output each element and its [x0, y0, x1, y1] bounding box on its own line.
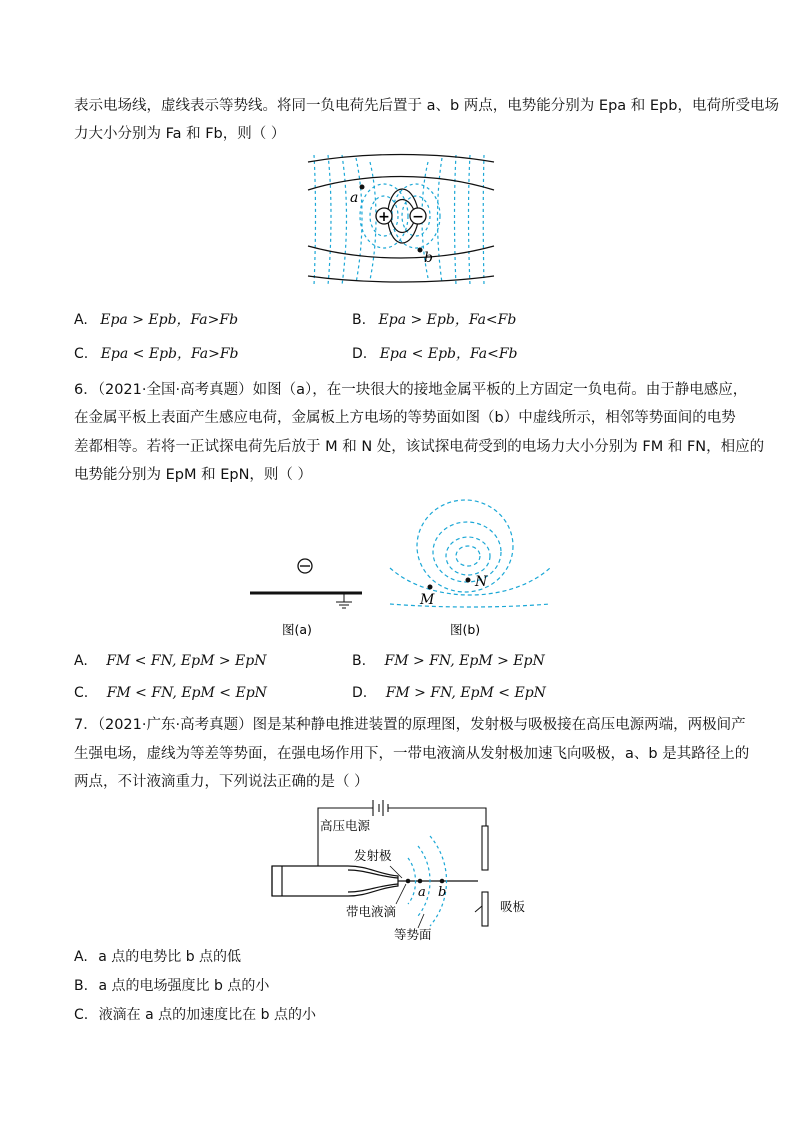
q6-grounded-plate-figure — [240, 496, 570, 644]
power-supply-label: 高压电源 — [320, 818, 371, 833]
point-b-label: b — [438, 885, 447, 900]
circuit — [318, 800, 486, 866]
q5-line-2: 力大小分别为 Fa 和 Fb，则（ ） — [74, 126, 286, 142]
fig-b-caption: 图(b) — [450, 622, 481, 637]
point-m — [428, 585, 433, 590]
q6-option-b[interactable] — [352, 652, 545, 670]
equipotential-lines — [314, 155, 484, 285]
option-text: a 点的电场强度比 b 点的小 — [98, 978, 270, 994]
option-key: A. — [74, 653, 88, 669]
option-text: a 点的电势比 b 点的低 — [98, 949, 242, 965]
q7-line-2: 生强电场，虚线为等差等势面，在强电场作用下，一带电液滴从发射极加速飞向吸极，a、b 是其路径上的 — [74, 746, 750, 762]
option-expr: FM > FN, EpM > EpN — [384, 653, 545, 669]
equipotential-label: 等势面 — [394, 927, 432, 942]
option-key: A. — [74, 312, 88, 328]
q5-line-1: 表示电场线，虚线表示等势线。将同一负电荷先后置于 a、b 两点，电势能分别为 Epa 和 Epb，电荷所受电场 — [74, 98, 779, 114]
absorber-upper — [482, 826, 488, 870]
point-m-label: M — [420, 592, 435, 608]
field-lines — [308, 155, 494, 283]
point-n — [466, 578, 471, 583]
absorber-label: 吸板 — [500, 899, 526, 914]
q7-option-b[interactable] — [74, 977, 269, 995]
option-key: B. — [352, 312, 367, 328]
q6-line-3: 差都相等。若将一正试探电荷先后放于 M 和 N 处，该试探电荷受到的电场力大小分别为 FM 和 FN，相应的 — [74, 439, 765, 455]
point-b-label: b — [424, 250, 433, 266]
point-a — [418, 879, 423, 884]
q7-line-1: 7．（2021·广东·高考真题）图是某种静电推进装置的原理图，发射极与吸极接在高压电源两端，两极间产 — [74, 717, 746, 733]
point-n-label: N — [475, 574, 488, 590]
q7-option-c[interactable] — [74, 1006, 316, 1024]
equipotential-surfaces — [390, 500, 550, 607]
q7-line-3: 两点，不计液滴重力，下列说法正确的是（ ） — [74, 774, 369, 790]
q6-option-c[interactable] — [74, 684, 267, 702]
point-a-label: a — [418, 885, 426, 900]
option-expr: Epa > Epb，Fa>Fb — [100, 312, 239, 328]
emitter-label: 发射极 — [354, 848, 392, 863]
q7-option-a[interactable] — [74, 948, 241, 966]
q5-option-c[interactable] — [74, 345, 239, 363]
q5-option-b[interactable] — [352, 311, 516, 329]
point-b — [440, 879, 445, 884]
option-key: C. — [74, 685, 89, 701]
point-b — [418, 248, 423, 253]
option-expr: FM < FN, EpM > EpN — [106, 653, 267, 669]
q6-line-1: 6．（2021·全国·高考真题）如图（a），在一块很大的接地金属平板的上方固定一负电荷。由于静电感应， — [74, 382, 748, 398]
option-text: 液滴在 a 点的加速度比在 b 点的小 — [98, 1007, 316, 1023]
fig-a-caption: 图(a) — [282, 622, 312, 637]
option-key: B. — [352, 653, 367, 669]
option-expr: FM > FN, EpM < EpN — [385, 685, 546, 701]
option-key: C. — [74, 346, 89, 362]
option-expr: FM < FN, EpM < EpN — [106, 685, 267, 701]
q6-option-d[interactable] — [352, 684, 546, 702]
minus-sign: − — [412, 209, 424, 225]
option-key: C. — [74, 1007, 89, 1023]
q6-line-2: 在金属平板上表面产生感应电荷，金属板上方电场的等势面如图（b）中虚线所示，相邻等势面间的电势 — [74, 410, 736, 426]
point-a-label: a — [350, 190, 359, 206]
option-expr: Epa > Epb，Fa<Fb — [378, 312, 517, 328]
q6-line-4: 电势能分别为 EpM 和 EpN，则（ ） — [74, 467, 313, 483]
absorber-lower — [482, 892, 488, 926]
q7-electrostatic-thruster-figure — [268, 796, 538, 946]
option-expr: Epa < Epb，Fa>Fb — [100, 346, 239, 362]
option-key: B. — [74, 978, 89, 994]
droplet — [406, 879, 411, 884]
option-expr: Epa < Epb，Fa<Fb — [379, 346, 518, 362]
q6-option-a[interactable] — [74, 652, 266, 670]
plus-sign: + — [378, 209, 390, 225]
q5-dipole-figure — [306, 150, 496, 288]
option-key: D. — [352, 685, 368, 701]
q5-option-a[interactable] — [74, 311, 238, 329]
option-key: D. — [352, 346, 368, 362]
q5-option-d[interactable] — [352, 345, 518, 363]
option-key: A. — [74, 949, 88, 965]
point-a — [360, 185, 365, 190]
droplet-label: 带电液滴 — [346, 904, 397, 919]
